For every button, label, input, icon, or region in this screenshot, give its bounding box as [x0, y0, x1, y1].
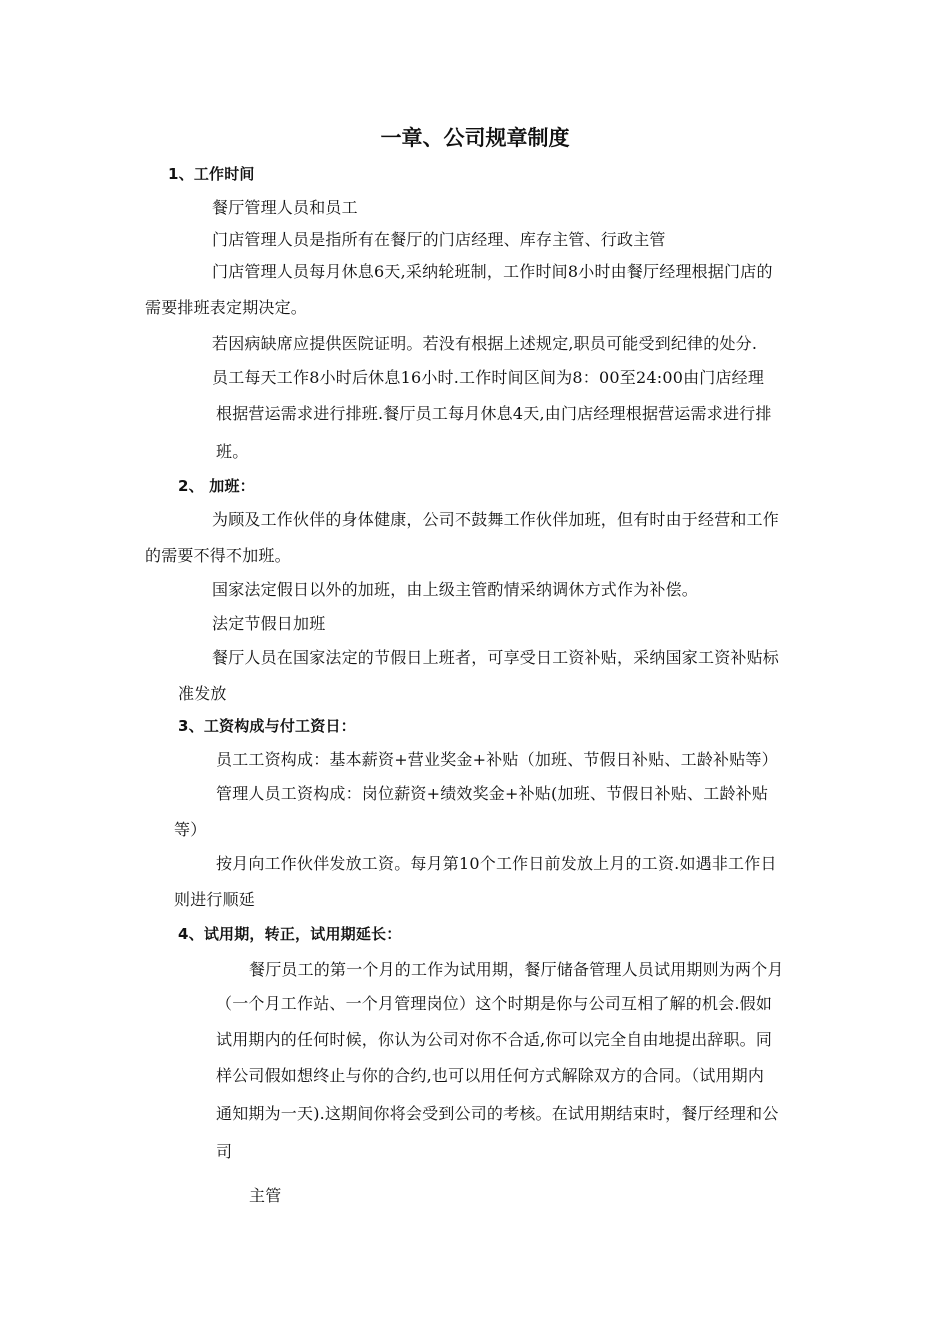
- paragraph-line: 样公司假如想终止与你的合约,也可以用任何方式解除双方的合同。（试用期内: [216, 1066, 765, 1085]
- paragraph-line: 国家法定假日以外的加班，由上级主管酌情采纳调休方式作为补偿。: [212, 580, 699, 599]
- section-heading-work-hours: 1、工作时间: [168, 165, 255, 183]
- page-title: 一章、公司规章制度: [380, 126, 570, 150]
- paragraph-line: 餐厅人员在国家法定的节假日上班者，可享受日工资补贴，采纳国家工资补贴标: [212, 648, 780, 667]
- paragraph-line: 若因病缺席应提供医院证明。若没有根据上述规定,职员可能受到纪律的处分.: [212, 334, 758, 353]
- paragraph-line: 门店管理人员每月休息6天,采纳轮班制，工作时间8小时由餐厅经理根据门店的: [212, 262, 773, 281]
- paragraph-line: 门店管理人员是指所有在餐厅的门店经理、库存主管、行政主管: [212, 230, 666, 249]
- paragraph-line: 等）: [174, 820, 207, 839]
- section-heading-overtime: 2、 加班：: [178, 477, 255, 495]
- paragraph-line: 根据营运需求进行排班.餐厅员工每月休息4天,由门店经理根据营运需求进行排: [216, 404, 772, 423]
- paragraph-line: 准发放: [178, 684, 227, 703]
- paragraph-line: 为顾及工作伙伴的身体健康，公司不鼓舞工作伙伴加班，但有时由于经营和工作: [212, 510, 780, 529]
- paragraph-line: 的需要不得不加班。: [145, 546, 291, 565]
- paragraph-line: 餐厅管理人员和员工: [212, 198, 358, 217]
- paragraph-line: 员工每天工作8小时后休息16小时.工作时间区间为8：00至24:00由门店经理: [212, 368, 765, 387]
- paragraph-line: 班。: [216, 442, 249, 461]
- paragraph-line: 需要排班表定期决定。: [145, 298, 308, 317]
- paragraph-line: （一个月工作站、一个月管理岗位）这个时期是你与公司互相了解的机会.假如: [216, 994, 773, 1013]
- paragraph-line: 主管: [249, 1186, 282, 1205]
- paragraph-line: 则进行顺延: [174, 890, 256, 909]
- section-heading-salary: 3、工资构成与付工资日：: [178, 717, 356, 735]
- paragraph-line: 司: [216, 1142, 233, 1161]
- section-heading-probation: 4、试用期，转正，试用期延长：: [178, 925, 402, 943]
- paragraph-line: 管理人员工资构成：岗位薪资+绩效奖金+补贴(加班、节假日补贴、工龄补贴: [216, 784, 769, 803]
- paragraph-line: 餐厅员工的第一个月的工作为试用期，餐厅储备管理人员试用期则为两个月: [249, 960, 784, 979]
- paragraph-line: 试用期内的任何时候，你认为公司对你不合适,你可以完全自由地提出辞职。同: [216, 1030, 773, 1049]
- paragraph-line: 员工工资构成：基本薪资+营业奖金+补贴（加班、节假日补贴、工龄补贴等）: [216, 750, 778, 769]
- paragraph-line: 按月向工作伙伴发放工资。每月第10个工作日前发放上月的工资.如遇非工作日: [216, 854, 777, 873]
- paragraph-line: 法定节假日加班: [212, 614, 326, 633]
- paragraph-line: 通知期为一天).这期间你将会受到公司的考核。在试用期结束时，餐厅经理和公: [216, 1104, 779, 1123]
